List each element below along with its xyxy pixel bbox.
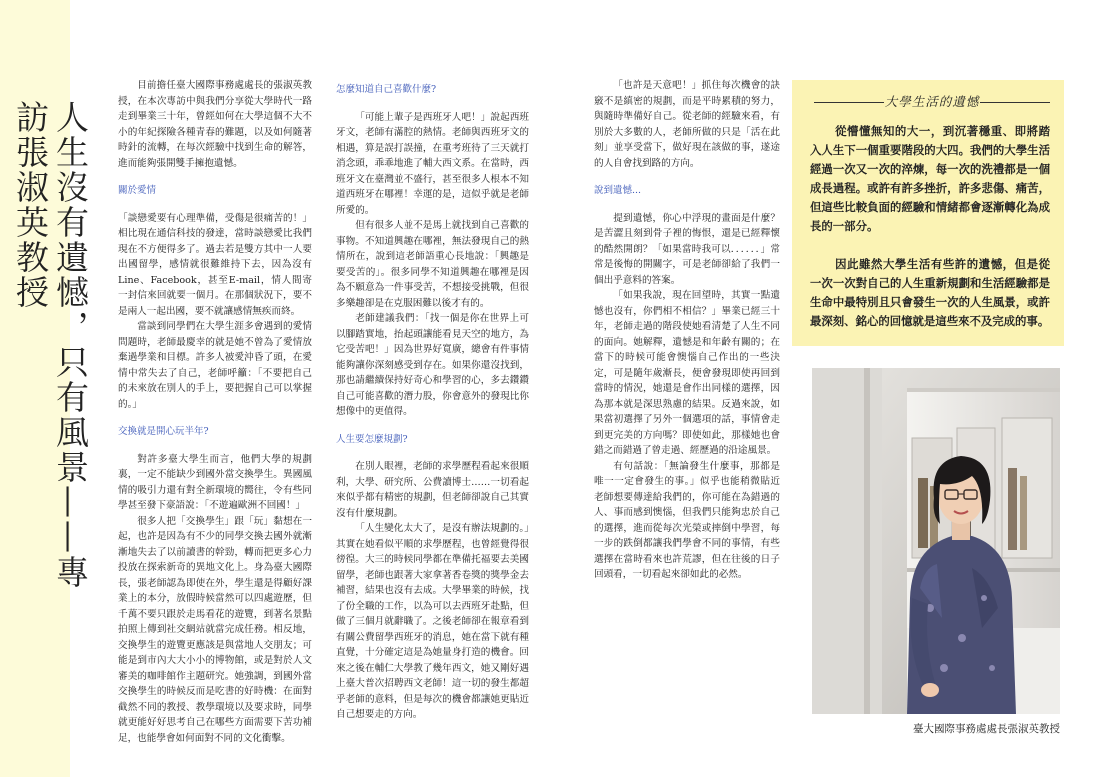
photo-caption: 臺大國際事務處處長張淑英教授 xyxy=(913,723,1060,735)
section-heading-interest: 怎麼知道自己喜歡什麼? xyxy=(336,84,437,95)
text-column-1 xyxy=(118,78,312,746)
sidebar-paragraph: 因此雖然大學生活有些許的遺憾，但是從一次一次對自己的人生重新規劃和生活經驗都是生命中最特別且只會發生一次的人生風景，或許最深刻、銘心的回憶就是這些來不及完成的事。 xyxy=(810,257,1050,328)
sidebar-heading-text: 大學生活的遺憾 xyxy=(884,94,980,109)
intro-paragraph: 目前擔任臺大國際事務處處長的張淑英教授，在本次專訪中與我們分享從大學時代一路走到畢業三十年，曾經如何在大學這個不大不小的年紀探險各種青春的難題，以及如何隨著時針的流轉，在每次經驗中找到生命的解答，進而能夠張開雙手擁抱遺憾。 xyxy=(118,80,312,169)
paragraph: 「如果我說，現在回望時，其實一點遺憾也沒有，你們相不相信？」畢業已經三十年，老師走過的階段使她看清楚了人生不同的面向。她解釋，遺憾是和年齡有關的；在當下的時候可能會懊惱自己作出的一些決定，可是隨年歲漸長，便會發現即使再回到當時的情況，她還是會作出同樣的選擇，因為那本就是深思熟慮的結果。反過來說，如果當初選擇了另外一個選項的話，事情會走到更完美的方向嗎？即使如此，那樣她也會錯之而錯過了曾走過、經歷過的沿途風景。 xyxy=(594,290,780,456)
paragraph: 「談戀愛要有心理準備，受傷是很痛苦的！」相比現在通信科技的發達，當時談戀愛比我們現在不方便得多了。過去若是雙方其中一人要出國留學，感情就很難維持下去，因為沒有Line、Facebook，甚至E-mail，情人間寄一封信來回就要一個月。在那個狀況下，要不是兩人一起出國，要不就讓感情無疾而終。 xyxy=(118,212,312,317)
section-heading-planning: 人生要怎麼規劃? xyxy=(336,433,408,445)
text-column-3 xyxy=(594,78,780,583)
paragraph: 「也許是天意吧！」抓住每次機會的訣竅不是縝密的規劃，而是平時累積的努力，與隨時準備好自己。從老師的經驗來看，有別於大多數的人，老師所做的只是「活在此刻」並享受當下，做好現在該做的事，遂途的人自會找到路的方向。 xyxy=(594,80,780,169)
sidebar-heading xyxy=(814,92,1050,112)
article-title: 人生沒有遺憾，只有風景——專訪張淑英教授 xyxy=(11,100,90,590)
heading-rule-right xyxy=(980,102,1050,103)
section-heading-love: 關於愛情 xyxy=(118,185,157,196)
sidebar-box xyxy=(792,80,1064,346)
paragraph: 老師建議我們：「找一個是你在世界上可以腳踏實地，抬起頭讓能看見天空的地方，為它受苦吧！」因為世界好寬廣，總會有件事情能夠讓你深刻感受到存在。如果你還沒找到，那也請繼續保持好奇心和學習的心，多去鑽鑽自己可能喜歡的潛力股，你會意外的發現比你想像中的更值得。 xyxy=(336,313,529,417)
paragraph: 有句話說：「無論發生什麼事，那都是唯一一定會發生的事。」似乎也能稍微貼近老師想要傳達給我們的，你可能在為錯過的人、事而感到懊惱，但我們只能夠忠於自己的選擇，進而從每次光榮或摔倒中學習，每一步的跌倒都讓我們學會不同的事情，有些選擇在當時看來也許荒謬，但在往後的日子回頭看，一切看起來卻如此的必然。 xyxy=(594,460,780,580)
paragraph: 很多人把「交換學生」跟「玩」黏想在一起，也許是因為有不少的同學交換去國外就漸漸地失去了以前讀書的幹勁，轉而把更多心力投放在探索新奇的異地文化上。身為臺大國際長，張老師認為即使在外，學生還是得顧好課業上的本分，放假時候當然可以四處遊歷，但千萬不要只跟於走馬看花的遊覽，到著名景點拍照上傳到社交網站就當完成任務。相反地，交換學生的遊覽更應該是與當地人交朋友；可能是到市內大大小小的博物館，或是對於人文審美的咖啡館作主題研究。她強調，到國外當交換學生的時候反而是吃書的好時機：在面對截然不同的教授、教學環境以及要求時，同學就更能好好思考自己在哪些方面需要下苦功補足，也能學會如何面對不同的文化衝擊。 xyxy=(118,515,312,744)
paragraph: 「可能上輩子是西班牙人吧！」說起西班牙文，老師有滿腔的熱情。老師與西班牙文的相遇，算是誤打誤撞，在重考班待了三天就打消念頭，乖乖地進了輔大西文系。在當時，西班牙文在臺灣並不盛行，甚至很多人根本不知道西班牙在哪裡！幸運的是，這似乎就是老師所愛的。 xyxy=(336,111,529,216)
paragraph: 「人生變化太大了，是沒有辦法規劃的。」其實在她看似平順的求學歷程，也曾經覺得很徬徨。大三的時候同學都在準備托福要去美國留學，老師也跟著大家拿著香卷獎的獎學金去補習，結果也沒有去成。大學畢業的時候，找了份全職的工作，以為可以去西班牙赴點，但做了三個月就辭職了。之後老師卻在報章看到有關公費留學西班牙的消息，她在當下就有種直覺，十分確定這是為她量身打造的機會。回來之後在輔仁大學教了幾年西文，她又剛好遇上臺大普次招聘西文老師！這一切的發生都超乎老師的意料，但是每次的機會都讓她更貼近自己想要走的方向。 xyxy=(336,523,529,720)
paragraph: 對許多臺大學生而言，他們大學的規劃裏，一定不能缺少到國外當交換學生。異國風情的吸引力還有對全新環境的嚮往，令有些同學甚至發下豪語說：「不遊遍歐洲不回國！」 xyxy=(118,453,312,511)
section-heading-regret: 說到遺憾... xyxy=(594,185,642,196)
portrait-illustration xyxy=(812,368,1060,714)
section-heading-exchange: 交換就是開心玩半年? xyxy=(118,426,209,437)
paragraph: 提到遺憾，你心中浮現的畫面是什麼？是苦澀且刻到骨子裡的悔恨，還是已經釋懷的酷然開朗？「如果當時我可以．．．．．．」常常是後悔的開關字，可是老師卻給了我們一個出乎意料的答案。 xyxy=(594,212,780,286)
text-column-2 xyxy=(336,82,529,723)
paragraph: 在別人眼裡，老師的求學歷程看起來很順利，大學、研究所、公費讀博士……一切看起來似乎都有精密的規劃，但老師卻說自己其實沒有什麼規劃。 xyxy=(336,461,529,519)
paragraph: 但有很多人並不是馬上就找到自己喜歡的事物。不知道興趣在哪裡，無法發現自己的熱情所在，說到這老師語重心長地說：「興趣是要受苦的」。很多同學不知道興趣在哪裡是因為不願意為一件事受苦，不想接受挑戰，但很多樂趣卻是在克服困難以後才有的。 xyxy=(336,220,529,309)
sidebar-paragraph: 從懵懂無知的大一，到沉著穩重、即將踏入人生下一個重要階段的大四。我們的大學生活經過一次又一次的淬煉，每一次的洗禮都是一個成長過程。或許有許多挫折，許多悲傷、痛苦，但這些比較負面的經驗和情緒都會逐漸轉化為成長的一部分。 xyxy=(810,124,1050,233)
sidebar-body xyxy=(810,122,1050,350)
portrait-photo xyxy=(812,368,1060,714)
heading-rule-left xyxy=(814,102,884,103)
paragraph: 當談到同學們在大學生涯多會遇到的愛情問題時，老師最慶幸的就是她不曾為了愛情放棄過學業和目標。許多人被愛沖昏了頭，在愛情中常失去了自己，老師呼籲：「不要把自己的未來放在別人的手上，要把握自己可以掌握的。」 xyxy=(118,321,312,410)
